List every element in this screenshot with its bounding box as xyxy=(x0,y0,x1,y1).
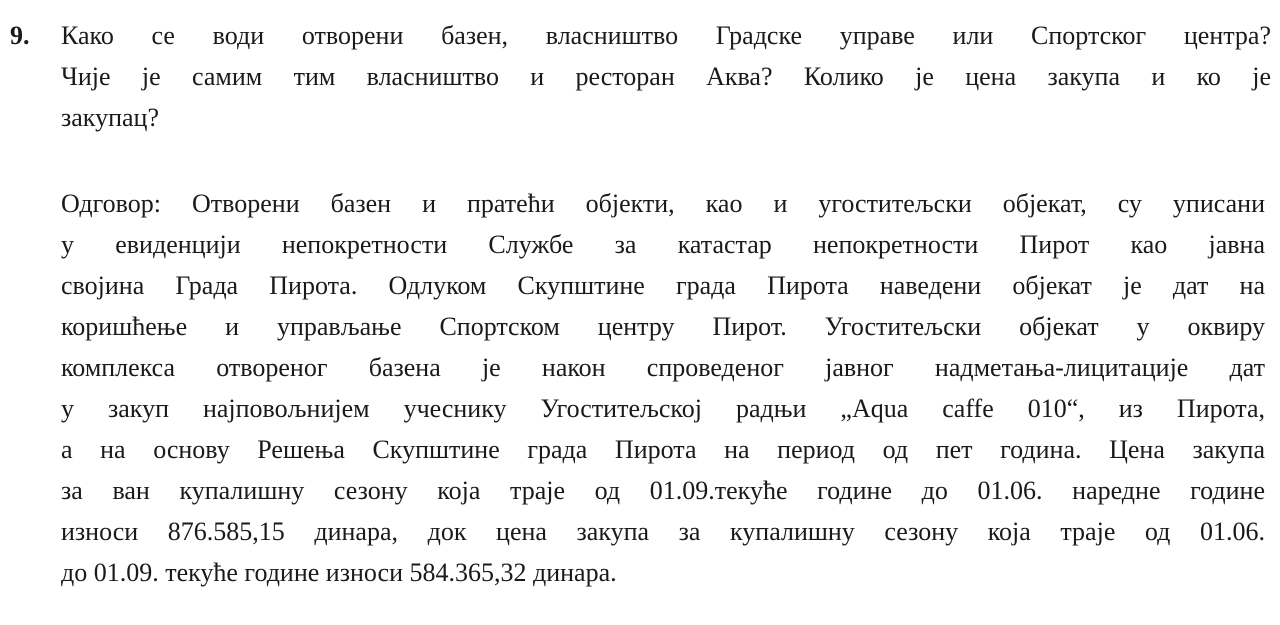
answer-line: коришћење и управљање Спортском центру Пирот. Угоститељски објекат у оквиру xyxy=(61,312,1265,341)
answer-line: комплекса отвореног базена је након спроведеног јавног надметања-лицитације дат xyxy=(61,353,1265,382)
question-line: Чије је самим тим власништво и ресторан Аква? Колико је цена закупа и ко је xyxy=(61,62,1271,91)
question-number: 9. xyxy=(10,21,30,50)
answer-line: износи 876.585,15 динара, док цена закупа за купалишну сезону која траје од 01.06. xyxy=(61,517,1265,546)
question-line: закупац? xyxy=(61,103,159,132)
answer-line: до 01.09. текуће године износи 584.365,32 динара. xyxy=(61,558,617,587)
answer-line: својина Града Пирота. Одлуком Скупштине града Пирота наведени објекат је дат на xyxy=(61,271,1265,300)
answer-line: а на основу Решења Скупштине града Пирота на период од пет година. Цена закупа xyxy=(61,435,1265,464)
answer-line: Одговор: Отворени базен и пратећи објекти, као и угоститељски објекат, су уписани xyxy=(61,189,1265,218)
answer-line: у евиденцији непокретности Службе за катастар непокретности Пирот као јавна xyxy=(61,230,1265,259)
answer-line: за ван купалишну сезону која траје од 01.09.текуће године до 01.06. наредне године xyxy=(61,476,1265,505)
answer-line: у закуп најповољнијем учеснику Угоститељској радњи „Aqua caffe 010“, из Пирота, xyxy=(61,394,1265,423)
question-line: Како се води отворени базен, власништво Градске управе или Спортског центра? xyxy=(61,21,1271,50)
